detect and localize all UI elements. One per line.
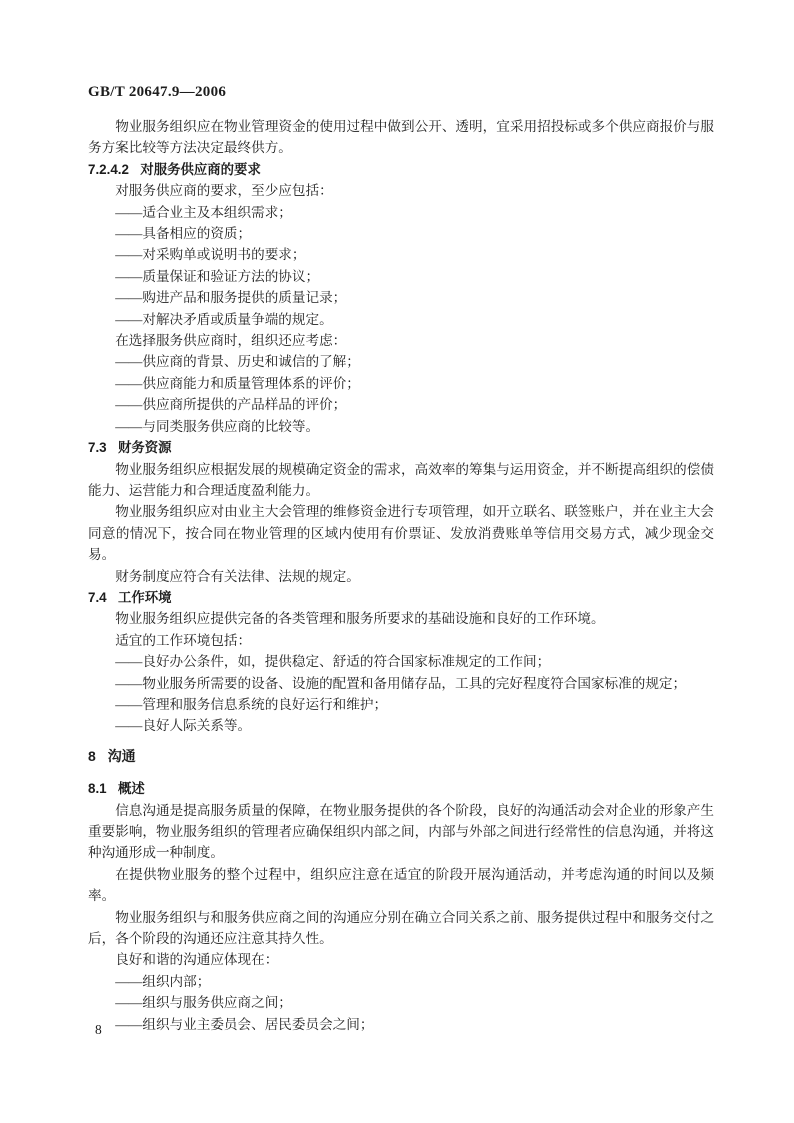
dash-list-item: ——良好人际关系等。 — [115, 718, 252, 734]
paragraph: 信息沟通是提高服务质量的保障，在物业服务提供的各个阶段，良好的沟通活动会对企业的形象产生重要影响，物业服务组织的管理者应确保组织内部之间，内部与外部之间进行经常性的信息沟通，并将这种沟通形成一种制度。 — [88, 802, 714, 861]
dash-list-item: ——对解决矛盾或质量争端的规定。 — [115, 311, 333, 327]
dash-list-item: ——与同类服务供应商的比较等。 — [115, 418, 320, 434]
section-number: 7.3 — [88, 440, 107, 456]
section-title: 沟通 — [107, 747, 136, 764]
dash-list-item: ——良好办公条件，如，提供稳定、舒适的符合国家标准规定的工作间； — [115, 654, 551, 670]
dash-list-item: ——物业服务所需要的设备、设施的配置和备用储存品，工具的完好程度符合国家标准的规定； — [115, 675, 687, 691]
paragraph: 良好和谐的沟通应体现在： — [115, 952, 279, 968]
paragraph: 物业服务组织应在物业管理资金的使用过程中做到公开、透明，宜采用招投标或多个供应商报价与服务方案比较等方法决定最终供方。 — [88, 119, 714, 156]
dash-list-item: ——管理和服务信息系统的良好运行和维护； — [115, 696, 388, 712]
section-title: 概述 — [118, 781, 145, 797]
paragraph: 物业服务组织应对由业主大会管理的维修资金进行专项管理，如开立联名、联签账户，并在业主大会同意的情况下，按合同在物业管理的区域内使用有价票证、发放消费账单等信用交易方式，减少现金交易。 — [88, 504, 714, 563]
chapter-heading — [88, 746, 714, 767]
section-number: 7.4 — [88, 589, 107, 605]
dash-list-item: ——组织与服务供应商之间； — [115, 995, 292, 1011]
section-number: 8.1 — [88, 781, 107, 797]
section-title: 对服务供应商的要求 — [140, 161, 261, 177]
dash-list-item: ——具备相应的资质； — [115, 226, 252, 242]
dash-list-item: ——供应商的背景、历史和诚信的了解； — [115, 354, 360, 370]
section-title: 工作环境 — [118, 589, 172, 605]
dash-list-item: ——供应商能力和质量管理体系的评价； — [115, 375, 360, 391]
paragraph: 财务制度应符合有关法律、法规的规定。 — [115, 568, 360, 584]
section-number: 8 — [88, 747, 96, 764]
page-body — [88, 116, 714, 1035]
section-number: 7.2.4.2 — [88, 161, 129, 177]
dash-list-item: ——购进产品和服务提供的质量记录； — [115, 290, 347, 306]
dash-list-item: ——对采购单或说明书的要求； — [115, 247, 306, 263]
page-number: 8 — [95, 1022, 102, 1037]
paragraph: 物业服务组织应提供完备的各类管理和服务所要求的基础设施和良好的工作环境。 — [115, 611, 605, 627]
dash-list-item: ——质量保证和验证方法的协议； — [115, 268, 320, 284]
dash-list-item: ——适合业主及本组织需求； — [115, 204, 292, 220]
paragraph: 在提供物业服务的整个过程中，组织应注意在适宜的阶段开展沟通活动，并考虑沟通的时间以及频率。 — [88, 866, 714, 904]
paragraph: 物业服务组织应根据发展的规模确定资金的需求，高效率的筹集与运用资金，并不断提高组织的偿债能力、运营能力和合理适度盈利能力。 — [88, 461, 714, 498]
section-heading — [88, 778, 714, 799]
dash-list-item: ——组织与业主委员会、居民委员会之间； — [115, 1016, 374, 1032]
paragraph: 对服务供应商的要求，至少应包括： — [115, 183, 333, 199]
section-heading — [88, 587, 714, 608]
section-heading — [88, 437, 714, 458]
paragraph: 在选择服务供应商时，组织还应考虑： — [115, 333, 347, 349]
dash-list-item: ——供应商所提供的产品样品的评价； — [115, 397, 347, 413]
section-title: 财务资源 — [118, 440, 172, 456]
document-standard-number: GB/T 20647.9—2006 — [88, 84, 227, 100]
paragraph: 物业服务组织与和服务供应商之间的沟通应分别在确立合同关系之前、服务提供过程中和服务交付之后，各个阶段的沟通还应注意其持久性。 — [88, 909, 714, 947]
paragraph: 适宜的工作环境包括： — [115, 632, 252, 648]
dash-list-item: ——组织内部； — [115, 973, 211, 989]
section-heading — [88, 159, 714, 180]
